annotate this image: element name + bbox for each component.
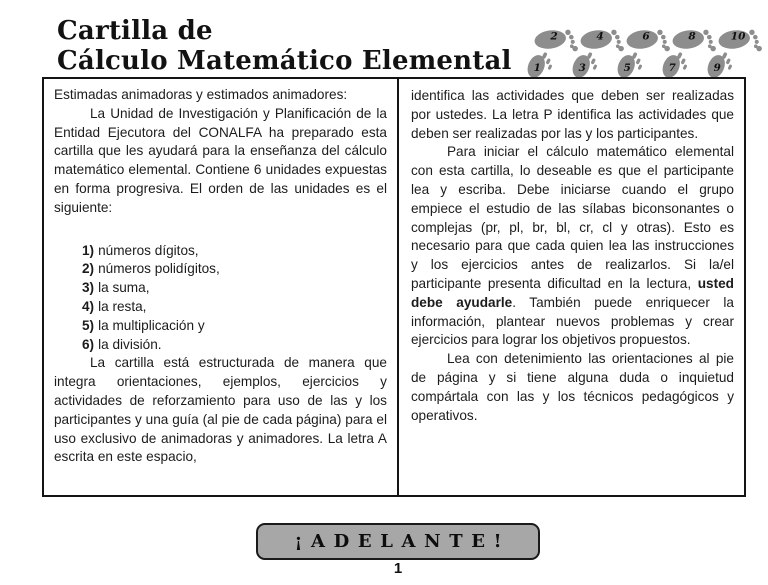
- left-column: [44, 79, 399, 495]
- list-item-number: 4): [82, 298, 95, 314]
- footprint-number: 3: [578, 62, 586, 75]
- page-title: [57, 16, 512, 76]
- emphasized-text: usted debe ayudarle: [410, 275, 734, 310]
- units-list: [82, 242, 387, 355]
- list-item-text: números polidígitos,: [98, 261, 220, 277]
- footprint-number: 2: [550, 30, 558, 43]
- footprint-number: 9: [713, 62, 721, 75]
- list-item-number: 1): [82, 242, 95, 258]
- footprint-number: 10: [730, 30, 746, 43]
- main-text-box: [42, 77, 746, 497]
- adelante-banner: [256, 523, 540, 560]
- footprint-number: 5: [623, 62, 631, 75]
- footprint-icon: [524, 49, 556, 80]
- list-item-text: la multiplicación y: [98, 317, 205, 333]
- list-item-text: la suma,: [98, 280, 150, 296]
- footprint-icon: [659, 49, 691, 80]
- list-item-number: 6): [82, 336, 95, 352]
- list-item-number: 2): [82, 261, 95, 277]
- list-item-number: 3): [82, 280, 95, 296]
- page-number: 1: [393, 560, 403, 577]
- list-item: [82, 279, 387, 298]
- footprint-number: 7: [668, 62, 676, 75]
- list-item: [82, 260, 387, 279]
- left-paragraph-2: La cartilla está estructurada de manera que integra orientaciones, ejemplos, ejercicios y actividades de reforzamiento para uso de las y los participantes y una guía (al pie de cada página) para el uso exclusivo de animadoras y animadores. La letra A escrita en este espacio,: [54, 355, 387, 465]
- right-paragraph-2: [411, 143, 734, 350]
- list-item-number: 5): [82, 317, 95, 333]
- left-paragraph-1: La Unidad de Investigación y Planificación de la Entidad Ejecutora del CONALFA ha preparado esta cartilla que les ayudará para la enseñanza del cálculo matemático elemental. Contiene 6 unidades expuestas en forma progresiva. El orden de las unidades es el siguiente:: [54, 105, 387, 215]
- paragraph-text: Para iniciar el cálculo matemático elemental con esta cartilla, lo deseable es que el participante lea y escriba. Debe iniciarse cuando el grupo empiece el estudio de las sílabas biconsonantes o complejas (pr, pl, br, bl, cr, cl y otras). Esto es necesario para que cada quien lea las instrucciones y los ejercicios antes de realizarlos. Si la/el participante presenta dificultad en la lectura,: [410, 144, 734, 291]
- footprint-number: 8: [688, 30, 696, 43]
- footprint-number: 1: [533, 62, 541, 75]
- footprint-icon: [614, 49, 646, 80]
- right-paragraph-3: Lea con detenimiento las orientaciones al pie de página y si tiene alguna duda o inquietud compártala con las y los técnicos pedagógicos y operativos.: [410, 351, 734, 423]
- list-item: [82, 317, 387, 336]
- list-item: [82, 298, 387, 317]
- list-item: [82, 336, 387, 355]
- title-line-1: Cartilla de: [57, 16, 213, 46]
- list-item-text: la división.: [98, 336, 162, 352]
- list-item-text: la resta,: [98, 298, 147, 314]
- footprint-number: 6: [642, 30, 650, 43]
- right-paragraph-1: identifica las actividades que deben ser realizadas por ustedes. La letra P identifica las actividades que deben ser realizadas por las y los participantes.: [410, 88, 734, 141]
- banner-label: ¡ADELANTE!: [294, 531, 511, 552]
- paragraph-text: . También puede enriquecer la información, plantear nuevos problemas y crear ejercicios para lograr los objetivos propuestos.: [410, 294, 734, 348]
- footprint-icon: [704, 49, 736, 80]
- list-item-text: números dígitos,: [98, 242, 199, 258]
- title-line-2: Cálculo Matemático Elemental: [57, 46, 512, 76]
- footprints-bottom-row: [524, 49, 736, 80]
- list-item: [82, 242, 387, 261]
- salutation: Estimadas animadoras y estimados animadores:: [54, 87, 348, 102]
- right-column: [399, 79, 744, 495]
- footprint-number: 4: [596, 30, 604, 43]
- footprint-icon: [569, 49, 601, 80]
